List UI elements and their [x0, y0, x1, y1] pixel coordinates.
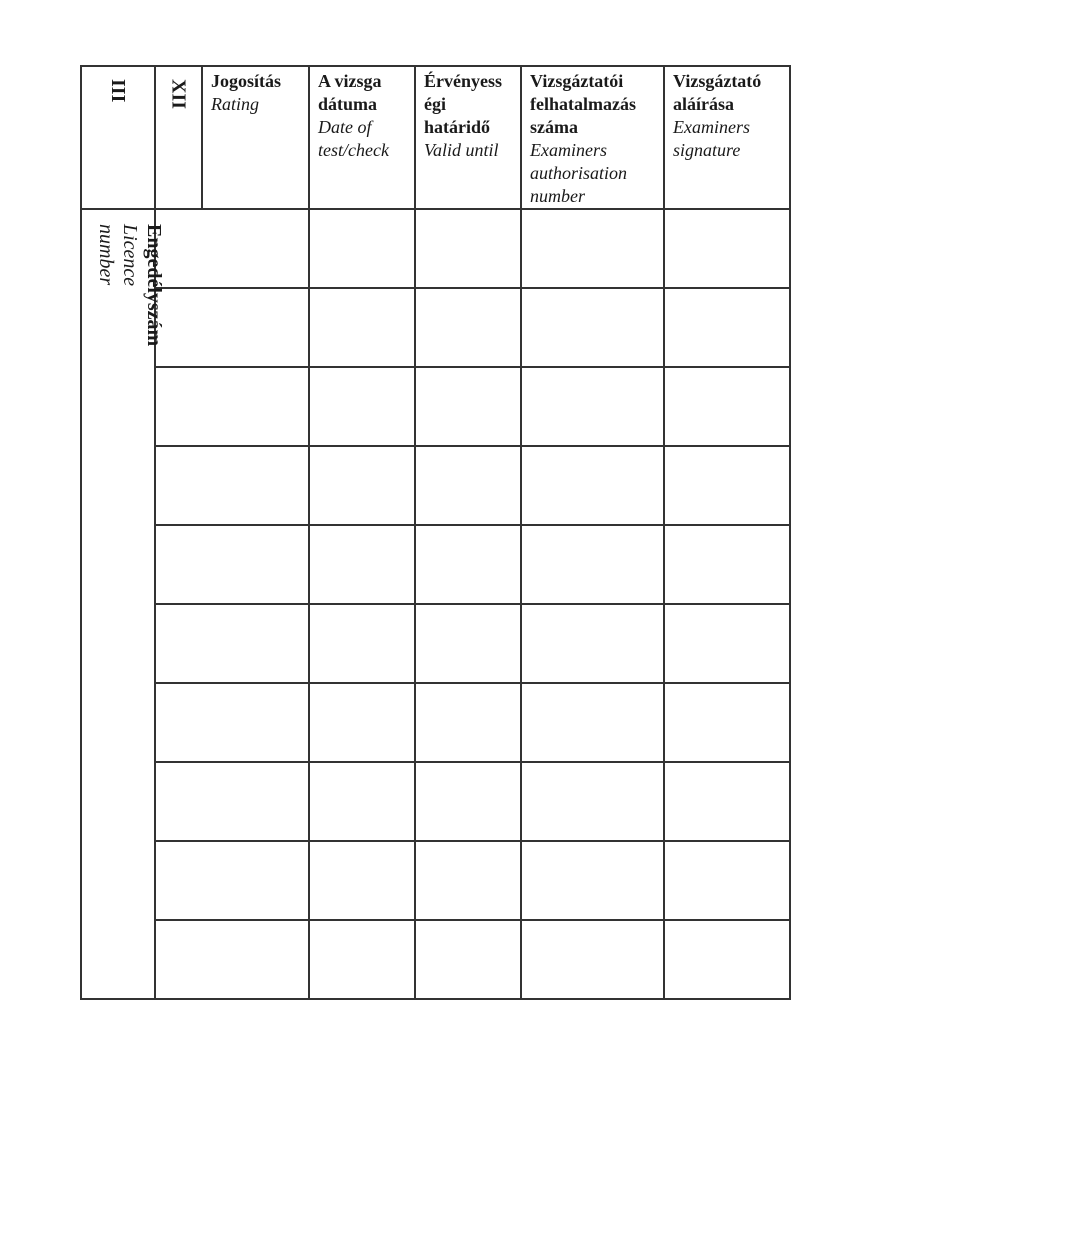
cell-authorisation-number[interactable] — [521, 446, 664, 525]
cell-authorisation-number[interactable] — [521, 841, 664, 920]
section-label-cell-iii — [81, 66, 155, 209]
column-header-rating — [202, 66, 309, 209]
column-header-examiner-signature-hu: Vizsgáztató aláírása — [673, 71, 762, 114]
section-label-cell-xii — [155, 66, 202, 209]
column-header-valid-until — [415, 66, 521, 209]
cell-valid-until[interactable] — [415, 841, 521, 920]
cell-rating[interactable] — [155, 841, 309, 920]
cell-valid-until[interactable] — [415, 367, 521, 446]
cell-test-date[interactable] — [309, 446, 415, 525]
cell-rating[interactable] — [155, 920, 309, 999]
cell-examiner-signature[interactable] — [664, 604, 790, 683]
column-header-authorisation-number-hu: Vizsgáztatói felhatalmazás száma — [530, 71, 636, 137]
column-header-examiner-signature — [664, 66, 790, 209]
header-row — [81, 66, 790, 209]
cell-authorisation-number[interactable] — [521, 367, 664, 446]
column-header-authorisation-number — [521, 66, 664, 209]
cell-authorisation-number[interactable] — [521, 525, 664, 604]
column-header-test-date-hu: A vizsga dátuma — [318, 71, 382, 114]
table-row — [81, 762, 790, 841]
cell-test-date[interactable] — [309, 288, 415, 367]
rating-record-table — [80, 65, 791, 1000]
cell-examiner-signature[interactable] — [664, 209, 790, 288]
cell-valid-until[interactable] — [415, 525, 521, 604]
cell-valid-until[interactable] — [415, 288, 521, 367]
cell-examiner-signature[interactable] — [664, 288, 790, 367]
cell-rating[interactable] — [155, 446, 309, 525]
licence-number-label-hu: Engedélyszám — [143, 224, 165, 347]
table-row — [81, 367, 790, 446]
cell-examiner-signature[interactable] — [664, 367, 790, 446]
cell-authorisation-number[interactable] — [521, 288, 664, 367]
licence-number-sidebar — [81, 209, 165, 999]
cell-test-date[interactable] — [309, 920, 415, 999]
cell-rating[interactable] — [155, 209, 309, 288]
column-header-test-date — [309, 66, 415, 209]
cell-valid-until[interactable] — [415, 209, 521, 288]
column-header-rating-hu: Jogosítás — [211, 71, 282, 91]
cell-rating[interactable] — [155, 683, 309, 762]
table-row — [81, 209, 790, 288]
column-header-rating-en: Rating — [211, 94, 259, 114]
cell-valid-until[interactable] — [415, 683, 521, 762]
cell-authorisation-number[interactable] — [521, 209, 664, 288]
column-header-examiner-signature-en: Examiners signature — [673, 117, 750, 160]
cell-test-date[interactable] — [309, 367, 415, 446]
cell-rating[interactable] — [155, 288, 309, 367]
cell-valid-until[interactable] — [415, 762, 521, 841]
table-row — [81, 446, 790, 525]
cell-test-date[interactable] — [309, 762, 415, 841]
section-label-xii: XII — [167, 79, 190, 110]
cell-authorisation-number[interactable] — [521, 683, 664, 762]
table-row — [81, 920, 790, 999]
cell-test-date[interactable] — [309, 604, 415, 683]
cell-valid-until[interactable] — [415, 604, 521, 683]
cell-test-date[interactable] — [309, 841, 415, 920]
cell-rating[interactable] — [155, 604, 309, 683]
column-header-authorisation-number-en: Examiners authorisation number — [530, 140, 628, 206]
cell-examiner-signature[interactable] — [664, 762, 790, 841]
cell-rating[interactable] — [155, 367, 309, 446]
cell-authorisation-number[interactable] — [521, 762, 664, 841]
column-header-valid-until-hu: Érvényess égi határidő — [424, 71, 502, 137]
column-header-valid-until-en: Valid until — [424, 140, 499, 160]
cell-valid-until[interactable] — [415, 920, 521, 999]
cell-rating[interactable] — [155, 525, 309, 604]
cell-rating[interactable] — [155, 762, 309, 841]
column-header-test-date-en: Date of test/check — [318, 117, 389, 160]
section-label-iii: III — [107, 79, 129, 103]
cell-examiner-signature[interactable] — [664, 525, 790, 604]
cell-examiner-signature[interactable] — [664, 841, 790, 920]
cell-examiner-signature[interactable] — [664, 683, 790, 762]
licence-number-label-en: Licence number — [95, 224, 141, 287]
cell-valid-until[interactable] — [415, 446, 521, 525]
cell-examiner-signature[interactable] — [664, 920, 790, 999]
cell-test-date[interactable] — [309, 683, 415, 762]
cell-examiner-signature[interactable] — [664, 446, 790, 525]
cell-test-date[interactable] — [309, 209, 415, 288]
table-row — [81, 683, 790, 762]
table-row — [81, 604, 790, 683]
table-row — [81, 288, 790, 367]
table-row — [81, 841, 790, 920]
cell-authorisation-number[interactable] — [521, 920, 664, 999]
cell-test-date[interactable] — [309, 525, 415, 604]
table-row — [81, 525, 790, 604]
cell-authorisation-number[interactable] — [521, 604, 664, 683]
